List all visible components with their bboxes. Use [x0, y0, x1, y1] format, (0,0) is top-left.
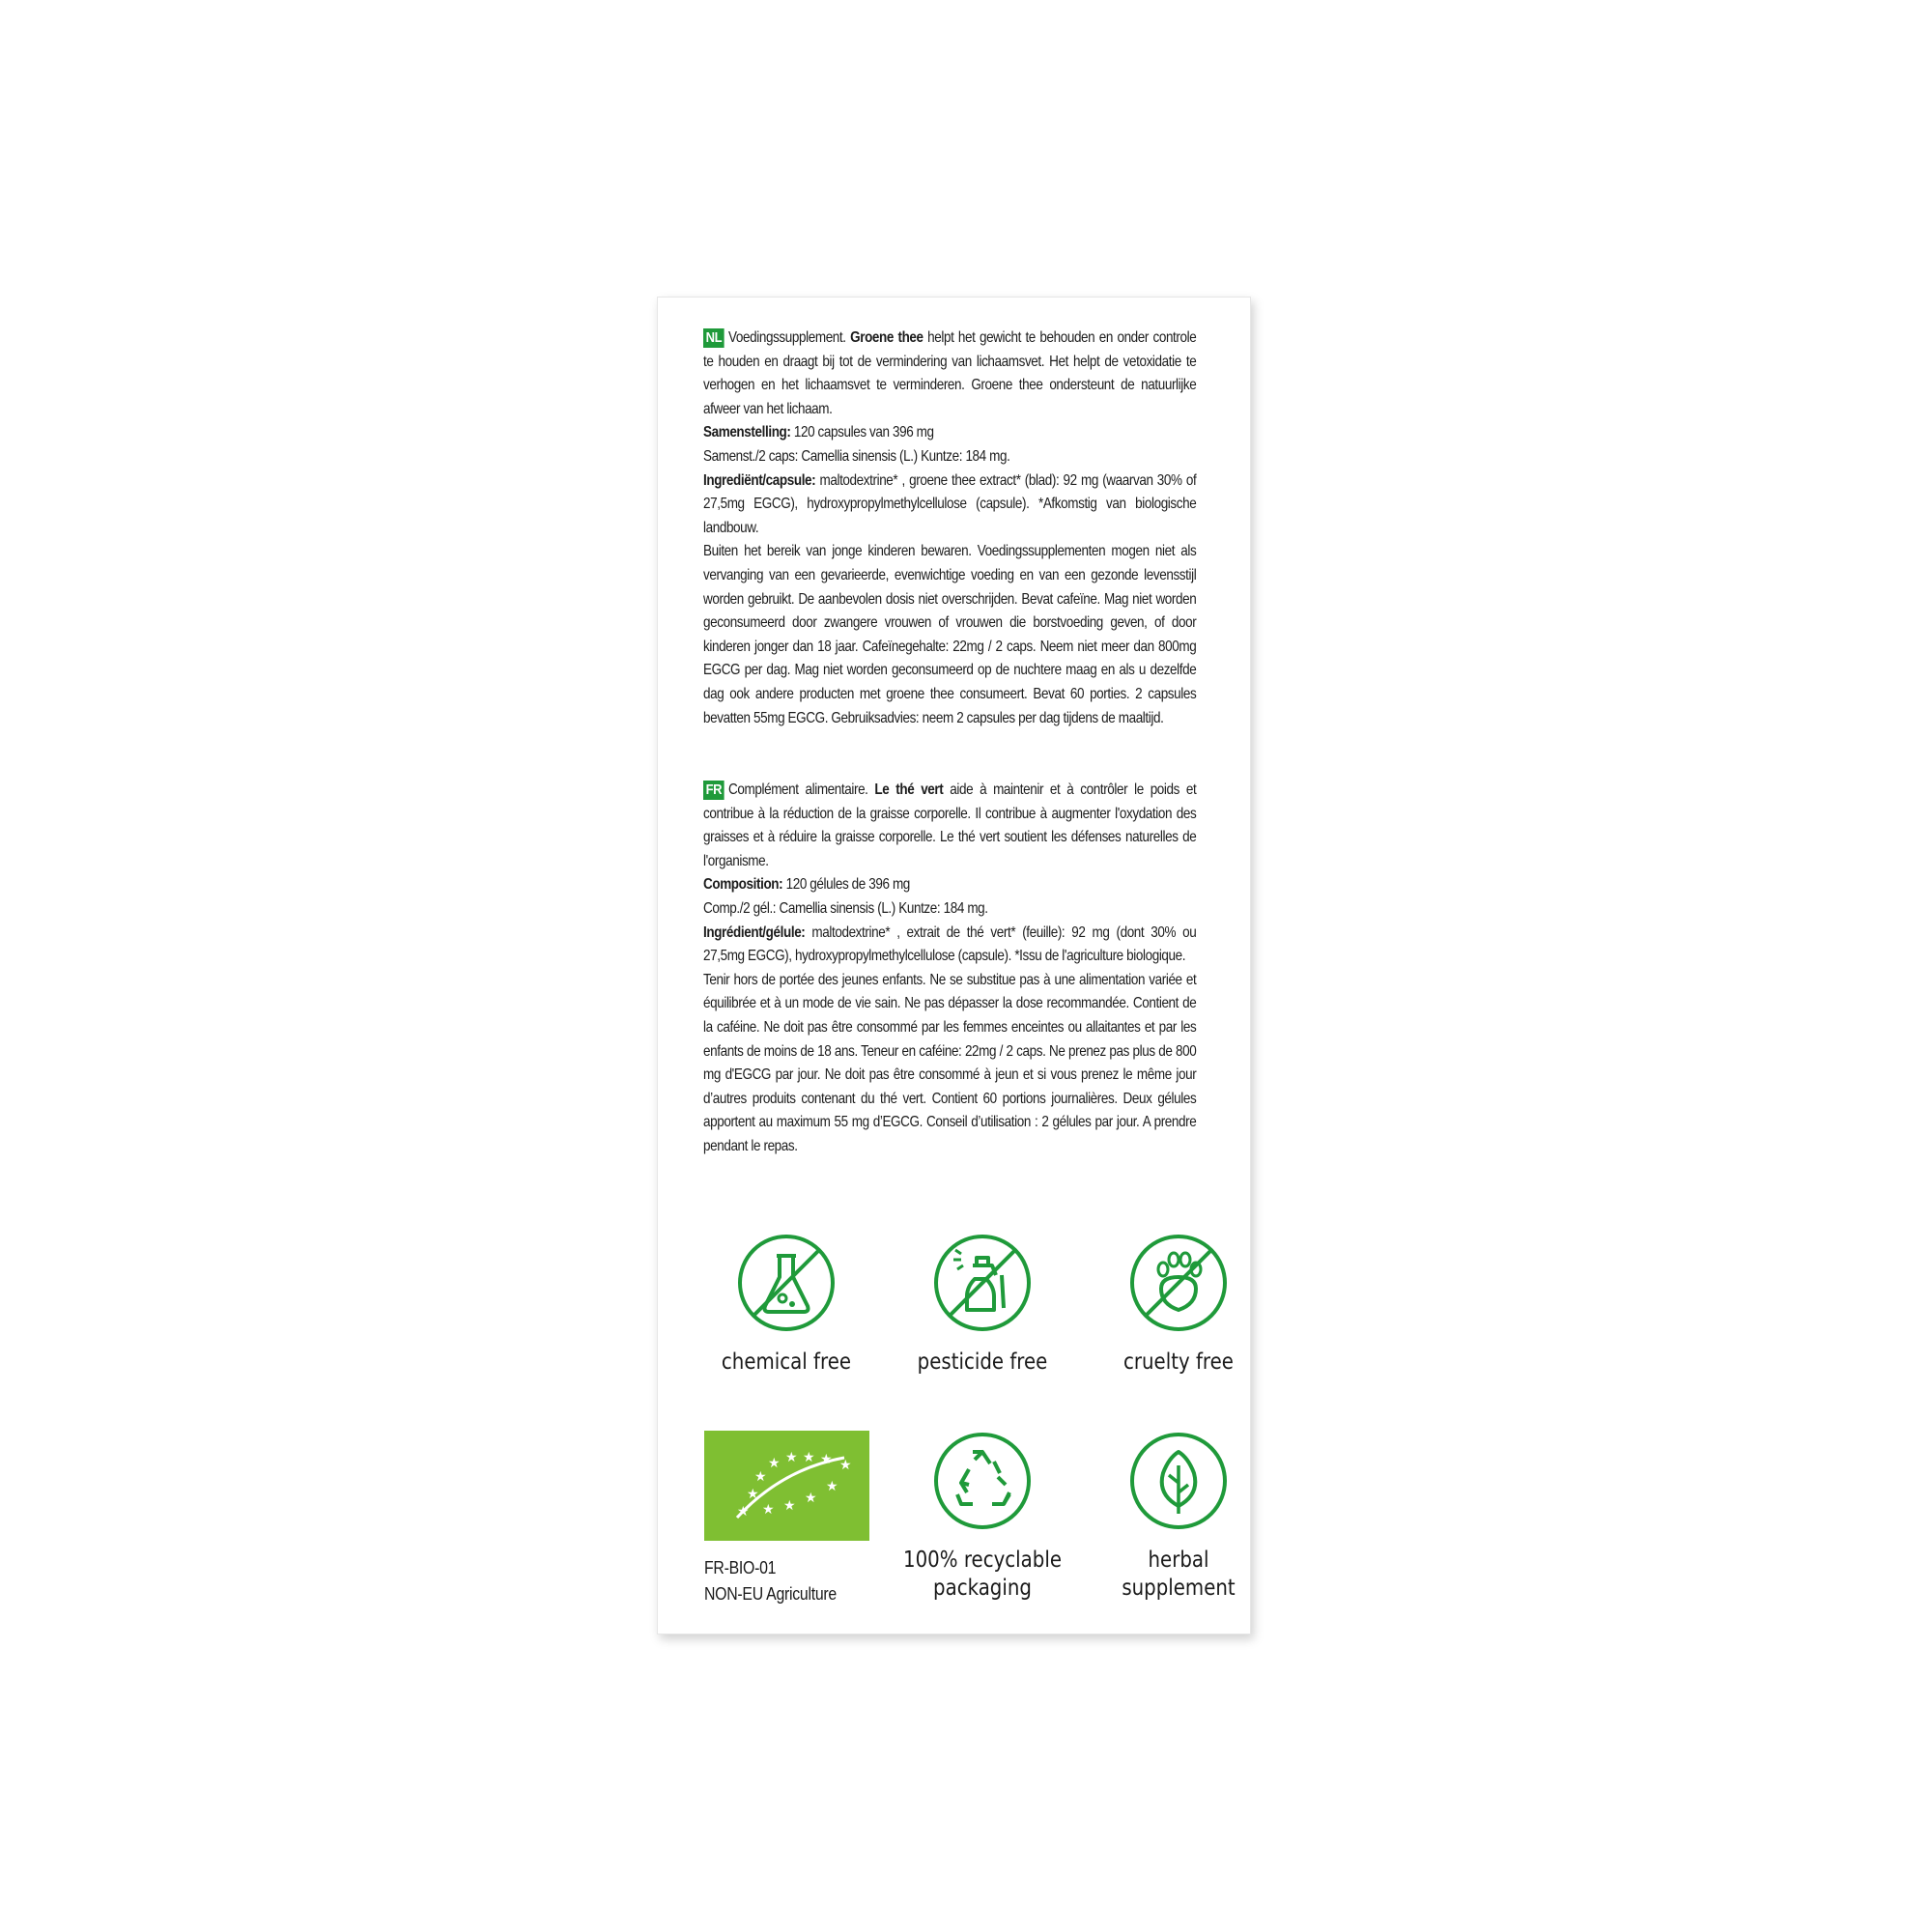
svg-text:★: ★ — [747, 1487, 759, 1502]
fr-language-badge: FR — [703, 781, 724, 800]
recyclable-label: 100% recyclable packaging — [902, 1548, 1062, 1601]
chemical-free-label: chemical free — [721, 1350, 852, 1375]
svg-text:★: ★ — [785, 1450, 798, 1465]
eu-organic-text — [704, 1555, 892, 1607]
svg-text:★: ★ — [768, 1456, 781, 1471]
svg-text:★: ★ — [820, 1452, 833, 1467]
fr-intro: FR Complément alimentaire. Le thé vert aide à maintenir et à contrôler le poids et contribue à la réduction de la graisse corporelle. Il contribue à augmenter l'oxydation des graisses et à réduire la graisse corporelle. Le thé vert soutient les défenses naturelles de l'organisme. — [703, 781, 1197, 869]
svg-text:★: ★ — [737, 1504, 750, 1520]
nl-intro: NL Voedingssupplement. Groene thee helpt het gewicht te behouden en onder controle te houden en draagt bij tot de vermindering van lichaamsvet. Het helpt de vetoxidatie te verhogen en het lichaamsvet te verminderen. Groene thee ondersteunt de natuurlijke afweer van het lichaam. — [703, 329, 1197, 417]
eu-organic-certification — [704, 1431, 917, 1607]
fr-ingredients: Ingrédient/gélule: maltodextrine* , extrait de thé vert* (feuille): 92 mg (dont 30% ou 27,5mg EGCG), hydroxypropylmethylcellulose (capsule). *Issu de l'agriculture biologique. — [703, 923, 1197, 965]
cruelty-free-label: cruelty free — [1123, 1350, 1234, 1375]
spray-bottle-crossed-icon — [932, 1233, 1033, 1333]
fr-section — [703, 779, 1196, 1159]
eu-organic-code: FR-BIO-01 — [704, 1558, 777, 1577]
fr-per-dose: Comp./2 gél.: Camellia sinensis (L.) Kuntze: 184 mg. — [703, 899, 988, 917]
paw-crossed-icon — [1128, 1233, 1229, 1333]
svg-text:★: ★ — [803, 1450, 815, 1465]
flask-crossed-icon — [736, 1233, 837, 1333]
package-back-panel — [657, 297, 1251, 1634]
fr-product-name: Le thé vert — [874, 781, 944, 798]
badge-cruelty-free — [1082, 1233, 1275, 1377]
badge-chemical-free — [690, 1233, 883, 1377]
svg-text:★: ★ — [839, 1458, 852, 1473]
nl-warnings: Buiten het bereik van jonge kinderen bewaren. Voedingssupplementen mogen niet als vervanging van een gevarieerde, evenwichtige voeding en van een gezonde levensstijl worden gebruikt. De aanbevolen dosis niet overschrijden. Bevat cafeïne. Mag niet worden geconsumeerd door zwangere vrouwen of vrouwen die borstvoeding geven, of door kinderen jonger dan 18 jaar. Cafeïnegehalte: 22mg / 2 caps. Neem niet meer dan 800mg EGCG per dag. Mag niet worden geconsumeerd op de nuchtere maag en als u dezelfde dag ook andere producten met groene thee consumeert. Bevat 60 porties. 2 capsules bevatten 55mg EGCG. Gebruiksadvies: neem 2 capsules per dag tijdens de maaltijd. — [703, 543, 1197, 726]
eu-organic-origin: NON-EU Agriculture — [704, 1584, 837, 1604]
svg-text:★: ★ — [783, 1498, 796, 1514]
herbal-label: herbal supplement — [1122, 1548, 1236, 1601]
nl-language-badge: NL — [703, 328, 724, 348]
nl-ingredients: Ingrediënt/capsule: maltodextrine* , groene thee extract* (blad): 92 mg (waarvan 30% of 27,5mg EGCG), hydroxypropylmethylcellulose (capsule). *Afkomstig van biologische landbouw. — [703, 471, 1197, 536]
leaf-icon — [1128, 1431, 1229, 1531]
nl-composition: Samenstelling: 120 capsules van 396 mg — [703, 424, 934, 441]
svg-text:★: ★ — [762, 1502, 775, 1518]
badge-herbal-supplement — [1082, 1431, 1275, 1603]
pesticide-free-label: pesticide free — [917, 1350, 1048, 1375]
svg-text:★: ★ — [826, 1479, 838, 1494]
badge-pesticide-free — [886, 1233, 1079, 1377]
svg-text:★: ★ — [805, 1491, 817, 1506]
nl-section — [703, 327, 1196, 730]
fr-composition: Composition: 120 gélules de 396 mg — [703, 876, 910, 894]
eu-organic-leaf-logo — [704, 1431, 869, 1541]
fr-warnings: Tenir hors de portée des jeunes enfants. Ne se substitue pas à une alimentation variée et équilibrée et à un mode de vie sain. Ne pas dépasser la dose recommandée. Contient de la caféine. Ne doit pas être consommé par les femmes enceintes ou allaitantes et par les enfants de moins de 18 ans. Teneur en caféine: 22mg / 2 caps. Ne prenez pas plus de 800 mg d'EGCG par jour. Ne doit pas être consommé à jeun et si vous prenez le même jour d’autres produits contenant du thé vert. Contient 60 portions journalières. Deux gélules apportent au maximum 55 mg d’EGCG. Conseil d’utilisation : 2 gélules par jour. A prendre pendant le repas. — [703, 971, 1197, 1154]
nl-per-dose: Samenst./2 caps: Camellia sinensis (L.) Kuntze: 184 mg. — [703, 447, 1010, 465]
badge-recyclable-packaging — [886, 1431, 1079, 1603]
recycle-icon — [932, 1431, 1033, 1531]
nl-product-name: Groene thee — [850, 329, 923, 346]
svg-text:★: ★ — [754, 1469, 767, 1485]
